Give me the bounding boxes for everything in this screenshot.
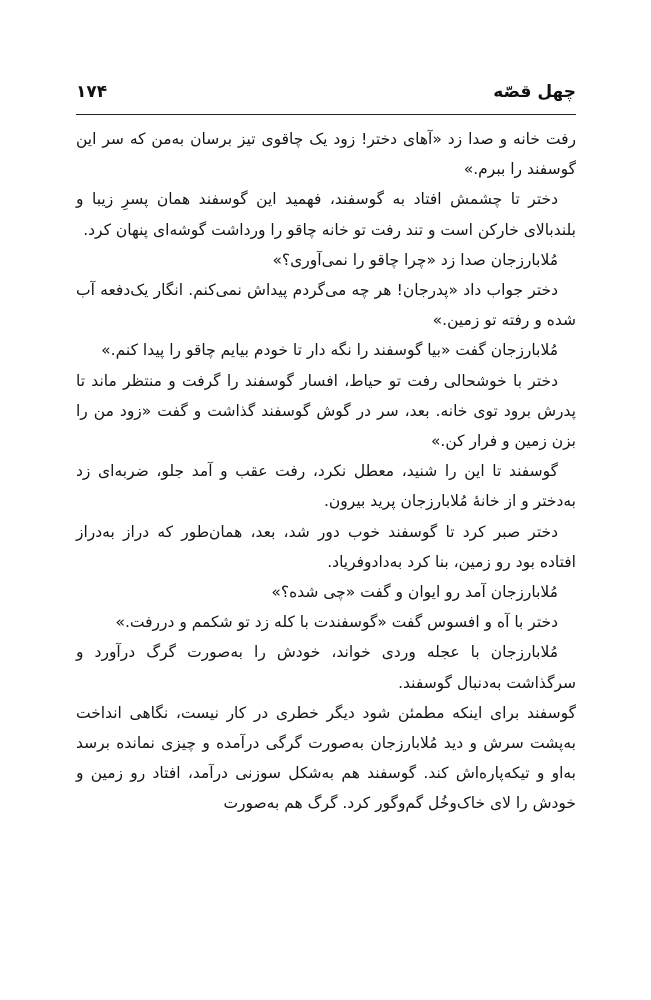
running-header bbox=[76, 82, 576, 112]
paragraph: مُلابارزجان با عجله وردی خواند، خودش را به‌صورت گرگ درآورد و سرگذاشت به‌دنبال گوسفند. bbox=[76, 643, 576, 692]
book-title: چهل قصّه bbox=[493, 82, 576, 102]
header-divider bbox=[76, 114, 576, 115]
paragraph: مُلابارزجان گفت «بیا گوسفند را نگه دار تا خودم بیایم چاقو را پیدا کنم.» bbox=[101, 341, 558, 360]
paragraph: مُلابارزجان صدا زد «چرا چاقو را نمی‌آوری؟» bbox=[272, 250, 558, 269]
paragraph: دختر صبر کرد تا گوسفند خوب دور شد، بعد، همان‌طور که دراز به‌دراز افتاده بود رو زمین، بنا کرد به‌دادوفریاد. bbox=[76, 522, 576, 571]
paragraph: دختر تا چشمش افتاد به گوسفند، فهمید این گوسفند همان پسرِ زیبا و بلندبالای خارکن است و تند رفت تو خانه چاقو را ورداشت گوشه‌ای پنهان کرد. bbox=[76, 190, 576, 239]
paragraph: گوسفند تا این را شنید، معطل نکرد، رفت عقب و آمد جلو، ضربه‌ای زد به‌دختر و از خانهٔ مُلابارزجان پرید بیرون. bbox=[76, 462, 576, 511]
paragraph: دختر با خوشحالی رفت تو حیاط، افسار گوسفند را گرفت و منتظر ماند تا پدرش برود توی خانه. بعد، سر در گوش گوسفند گذاشت و گفت «زود من را بزن زمین و فرار کن.» bbox=[76, 371, 576, 451]
paragraph: دختر با آه و افسوس گفت «گوسفندت با کله زد تو شکمم و دررفت.» bbox=[115, 613, 558, 632]
paragraph: رفت خانه و صدا زد «آهای دختر! زود یک چاقوی تیز برسان به‌من که سر این گوسفند را ببرم.» bbox=[76, 130, 576, 179]
paragraph: مُلابارزجان آمد رو ایوان و گفت «چی شده؟» bbox=[271, 583, 558, 602]
story-text bbox=[76, 124, 576, 819]
page-number: ۱۷۴ bbox=[76, 82, 108, 102]
paragraph: گوسفند برای اینکه مطمئن شود دیگر خطری در کار نیست، نگاهی انداخت به‌پشت سرش و دید مُلابارزجان به‌صورت گرگی درآمده و چیزی نمانده برسد به‌او و تیکه‌پاره‌اش کند. گوسفند هم به‌شکل سوزنی درآمد، افتاد رو زمین و خودش را لای خاک‌وخُل گم‌وگور کرد. گرگ هم به‌صورت bbox=[76, 703, 576, 813]
paragraph: دختر جواب داد «پدرجان! هر چه می‌گردم پیداش نمی‌کنم. انگار یک‌دفعه آب شده و رفته تو زمین.» bbox=[76, 281, 576, 330]
